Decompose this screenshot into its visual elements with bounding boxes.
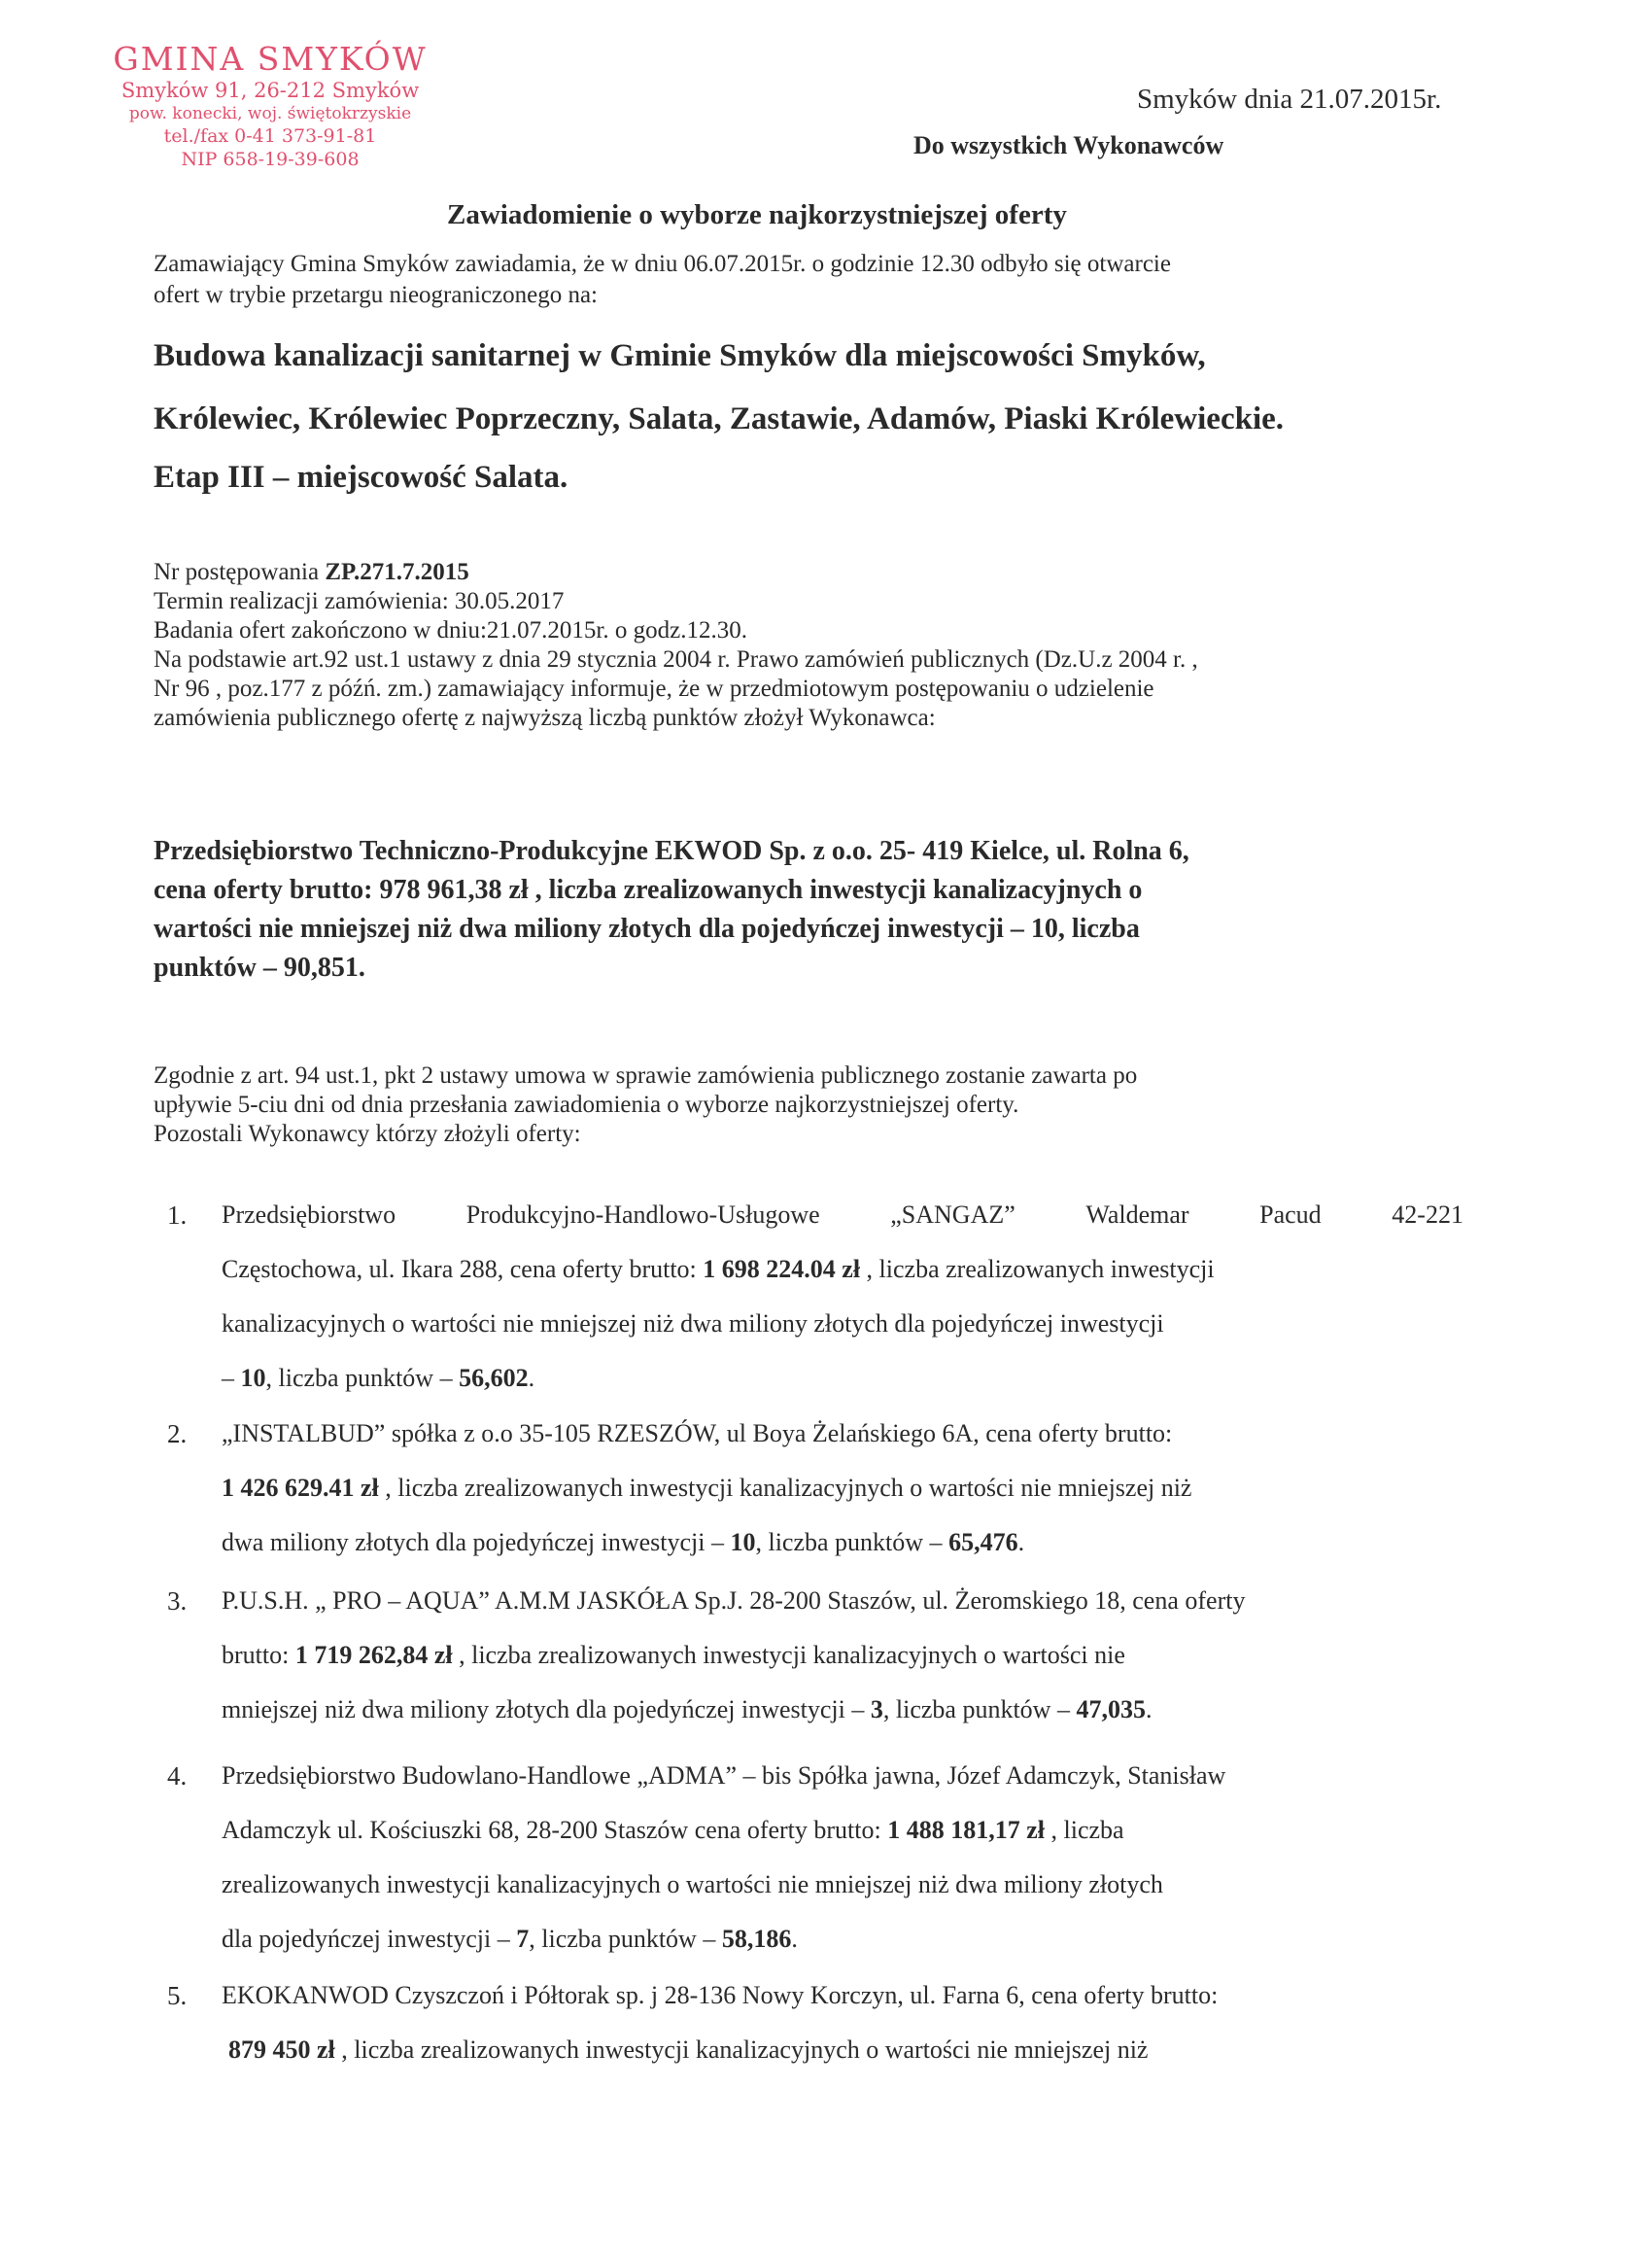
contract-line-1: Zgodnie z art. 94 ust.1, pkt 2 ustawy umowa w sprawie zamówienia publicznego zostanie zawarta po	[154, 1062, 1138, 1089]
legal-line-2: Nr 96 , poz.177 z późń. zm.) zamawiający informuje, że w przedmiotowym postępowaniu o udzielenie	[154, 676, 1154, 702]
text: , liczba zrealizowanych inwestycji kanalizacyjnych o wartości nie mniejszej niż	[334, 2035, 1149, 2064]
bidder-line-3: kanalizacyjnych o wartości nie mniejszej niż dwa miliony złotych dla pojedyńczej inwestycji	[222, 1309, 1164, 1338]
contract-line-3: Pozostali Wykonawcy którzy złożyli oferty:	[154, 1121, 581, 1147]
word: Waldemar	[1085, 1200, 1189, 1229]
text: , liczba punktów –	[529, 1925, 722, 1953]
legal-line-3: zamówienia publicznego ofertę z najwyższą liczbą punktów złożył Wykonawca:	[154, 705, 936, 731]
bidder-line-2	[222, 1474, 1191, 1503]
bidder-number: 2.	[167, 1419, 188, 1448]
bid-price: 1 426 629.41 zł	[222, 1474, 379, 1502]
stamp-address: Smyków 91, 26-212 Smyków	[120, 79, 420, 102]
bidder-number: 1.	[167, 1200, 188, 1230]
stamp-region: pow. konecki, woj. świętokrzyskie	[128, 104, 412, 123]
word: 42-221	[1392, 1200, 1463, 1229]
case-number-line	[154, 559, 469, 586]
text: .	[791, 1925, 798, 1953]
municipality-stamp	[86, 40, 455, 170]
bidder-line-1: EKOKANWOD Czyszczoń i Półtorak sp. j 28-136 Nowy Korczyn, ul. Farna 6, cena oferty brutto:	[222, 1981, 1219, 2009]
bidder-number: 3.	[167, 1586, 188, 1616]
bidder-line-2	[222, 1255, 1215, 1284]
winner-line-4: punktów – 90,851.	[154, 953, 365, 983]
bid-points: 58,186	[721, 1925, 792, 1953]
evaluation-date: Badania ofert zakończono w dniu:21.07.2015r. o godz.12.30.	[154, 617, 747, 644]
text: , liczba punktów –	[265, 1364, 460, 1392]
text: , liczba	[1045, 1816, 1124, 1844]
winner-line-3: wartości nie mniejszej niż dwa miliony złotych dla pojedyńczej inwestycji – 10, liczba	[154, 914, 1140, 944]
bidder-number: 4.	[167, 1761, 188, 1791]
word: Przedsiębiorstwo	[222, 1200, 396, 1229]
text: Częstochowa, ul. Ikara 288, cena oferty brutto:	[222, 1255, 704, 1283]
bid-price: 879 450 zł	[228, 2035, 335, 2064]
document-date: Smyków dnia 21.07.2015r.	[1137, 84, 1442, 115]
text: , liczba zrealizowanych inwestycji kanalizacyjnych o wartości nie	[452, 1641, 1125, 1669]
contract-line-2: upływie 5-ciu dni od dnia przesłania zawiadomienia o wyborze najkorzystniejszej oferty.	[154, 1092, 1019, 1118]
bid-investments: 7	[516, 1925, 530, 1953]
document-title: Zawiadomienie o wyborze najkorzystniejszej oferty	[447, 199, 1067, 230]
intro-line-1	[154, 251, 1456, 278]
bidder-line-1: Przedsiębiorstwo Budowlano-Handlowe „ADMA” – bis Spółka jawna, Józef Adamczyk, Stanisław	[222, 1761, 1226, 1790]
bidder-line-2	[222, 1816, 1124, 1845]
text: , liczba zrealizowanych inwestycji kanalizacyjnych o wartości nie mniejszej niż	[378, 1474, 1192, 1502]
bid-investments: 10	[240, 1364, 266, 1392]
bidder-line-1: P.U.S.H. „ PRO – AQUA” A.M.M JASKÓŁA Sp.J. 28-200 Staszów, ul. Żeromskiego 18, cena oferty	[222, 1586, 1246, 1615]
bid-investments: 10	[730, 1528, 756, 1556]
bid-price: 1 698 224.04 zł	[703, 1255, 861, 1283]
deadline: Termin realizacji zamówienia: 30.05.2017	[154, 588, 565, 614]
text: dwa miliony złotych dla pojedyńczej inwestycji –	[222, 1528, 731, 1556]
text: , liczba punktów –	[755, 1528, 949, 1556]
bidder-line-4	[222, 1364, 534, 1393]
case-number: ZP.271.7.2015	[325, 559, 469, 585]
winner-line-1: Przedsiębiorstwo Techniczno-Produkcyjne EKWOD Sp. z o.o. 25- 419 Kielce, ul. Rolna 6,	[154, 836, 1189, 866]
bid-points: 47,035	[1076, 1695, 1146, 1723]
bid-points: 56,602	[459, 1364, 529, 1392]
intro-line-2: ofert w trybie przetargu nieograniczonego na:	[154, 282, 598, 308]
text: –	[222, 1364, 241, 1392]
subject-line-3: Etap III – miejscowość Salata.	[154, 460, 568, 495]
bid-price: 1 719 262,84 zł	[294, 1641, 453, 1669]
bid-points: 65,476	[948, 1528, 1018, 1556]
subject-line-1: Budowa kanalizacji sanitarnej w Gminie Smyków dla miejscowości Smyków,	[154, 338, 1206, 373]
text: dla pojedyńczej inwestycji –	[222, 1925, 517, 1953]
bidder-line-2	[228, 2035, 1148, 2065]
stamp-name: GMINA SMYKÓW	[113, 40, 428, 78]
text: Adamczyk ul. Kościuszki 68, 28-200 Staszów cena oferty brutto:	[222, 1816, 888, 1844]
bidder-number: 5.	[167, 1981, 188, 2010]
text: , liczba zrealizowanych inwestycji	[860, 1255, 1215, 1283]
bidder-line-3	[222, 1528, 1024, 1557]
bidder-line-3: zrealizowanych inwestycji kanalizacyjnych o wartości nie mniejszej niż dwa miliony złotych	[222, 1870, 1163, 1898]
text: .	[1017, 1528, 1025, 1556]
bidder-line-2	[222, 1641, 1125, 1670]
stamp-phone: tel./fax 0-41 373-91-81	[163, 125, 377, 147]
case-label: Nr postępowania	[154, 559, 326, 585]
subject-line-2: Królewiec, Królewiec Poprzeczny, Salata, Zastawie, Adamów, Piaski Królewieckie.	[154, 401, 1285, 436]
bidder-line-4	[222, 1925, 798, 1954]
intro-text-1: Zamawiający Gmina Smyków zawiadamia, że w dniu 06.07.2015r. o godzinie 12.30 odbyło się otwarcie	[154, 251, 1171, 277]
word: „SANGAZ”	[890, 1200, 1015, 1229]
winner-line-2: cena oferty brutto: 978 961,38 zł , liczba zrealizowanych inwestycji kanalizacyjnych o	[154, 875, 1143, 905]
text: .	[528, 1364, 535, 1392]
text: .	[1145, 1695, 1153, 1723]
bidder-line-3	[222, 1695, 1152, 1724]
text: brutto:	[222, 1641, 295, 1669]
bidder-line-1	[222, 1200, 1463, 1230]
addressee: Do wszystkich Wykonawców	[913, 131, 1224, 159]
bidder-line-1: „INSTALBUD” spółka z o.o 35-105 RZESZÓW, ul Boya Żelańskiego 6A, cena oferty brutto:	[222, 1419, 1173, 1447]
stamp-nip: NIP 658-19-39-608	[181, 149, 360, 170]
word: Produkcyjno-Handlowo-Usługowe	[465, 1200, 820, 1229]
bid-price: 1 488 181,17 zł	[887, 1816, 1045, 1844]
word: Pacud	[1259, 1200, 1322, 1229]
text: , liczba punktów –	[882, 1695, 1077, 1723]
bid-investments: 3	[870, 1695, 883, 1723]
legal-line-1: Na podstawie art.92 ust.1 ustawy z dnia 29 stycznia 2004 r. Prawo zamówień publicznych (Dz.U.z 2004 r. ,	[154, 646, 1198, 673]
text: mniejszej niż dwa miliony złotych dla pojedyńczej inwestycji –	[222, 1695, 871, 1723]
